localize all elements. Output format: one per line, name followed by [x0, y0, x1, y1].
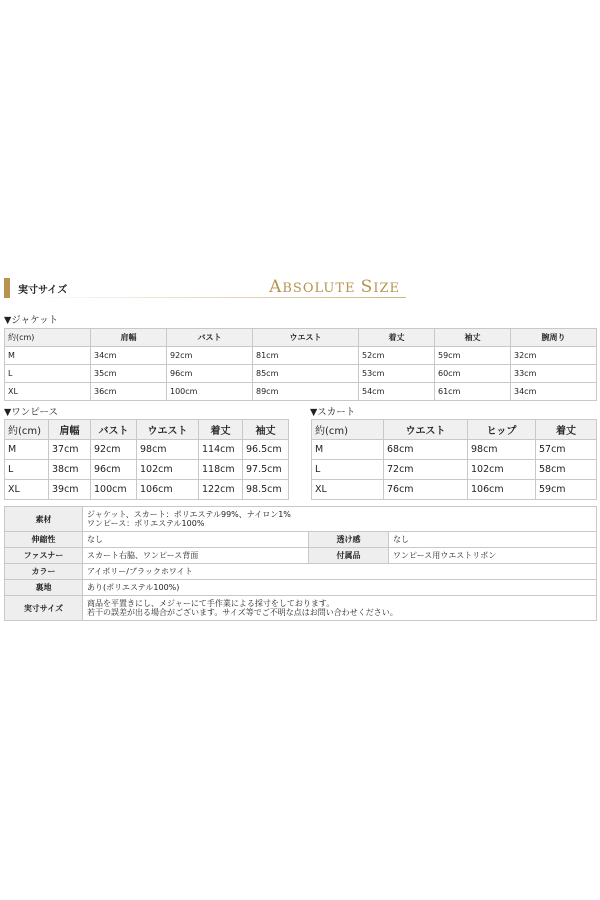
- accessory-label: 付属品: [309, 548, 389, 564]
- table-cell: 106cm: [468, 480, 536, 500]
- table-row: [312, 440, 597, 460]
- section-header: [4, 278, 596, 300]
- table-cell: M: [312, 440, 384, 460]
- column-header: 着丈: [199, 420, 243, 440]
- product-info-table: [4, 506, 597, 621]
- table-cell: 85cm: [253, 365, 359, 383]
- table-cell: 72cm: [384, 460, 468, 480]
- table-cell: 89cm: [253, 383, 359, 401]
- table-cell: 59cm: [435, 347, 511, 365]
- table-header-row: [312, 420, 597, 440]
- table-cell: XL: [5, 480, 49, 500]
- table-cell: 36cm: [91, 383, 167, 401]
- column-header: 袖丈: [435, 329, 511, 347]
- table-header-row: [5, 329, 597, 347]
- table-cell: 122cm: [199, 480, 243, 500]
- table-cell: 60cm: [435, 365, 511, 383]
- table-cell: XL: [5, 383, 91, 401]
- table-cell: 39cm: [49, 480, 91, 500]
- table-cell: M: [5, 440, 49, 460]
- table-cell: L: [5, 365, 91, 383]
- sheer-label: 透け感: [309, 532, 389, 548]
- table-row: [5, 365, 597, 383]
- table-cell: 96.5cm: [243, 440, 289, 460]
- column-header: 着丈: [536, 420, 597, 440]
- table-cell: 81cm: [253, 347, 359, 365]
- table-cell: 114cm: [199, 440, 243, 460]
- table-cell: 57cm: [536, 440, 597, 460]
- size-note-label: 実寸サイズ: [5, 596, 83, 621]
- stretch-value: なし: [83, 532, 309, 548]
- color-value: アイボリー/ブラックホワイト: [83, 564, 597, 580]
- jacket-label: ▼ジャケット: [4, 315, 59, 326]
- table-cell: 34cm: [91, 347, 167, 365]
- fastener-label: ファスナー: [5, 548, 83, 564]
- table-cell: 61cm: [435, 383, 511, 401]
- stretch-label: 伸縮性: [5, 532, 83, 548]
- table-cell: 59cm: [536, 480, 597, 500]
- material-label: 素材: [5, 507, 83, 532]
- table-cell: 102cm: [137, 460, 199, 480]
- table-cell: 34cm: [511, 383, 597, 401]
- table-cell: 58cm: [536, 460, 597, 480]
- accessory-value: ワンピース用ウエストリボン: [389, 548, 597, 564]
- info-row-color: [5, 564, 597, 580]
- table-cell: 32cm: [511, 347, 597, 365]
- column-header: 約(cm): [5, 329, 91, 347]
- lining-label: 裏地: [5, 580, 83, 596]
- table-cell: 96cm: [91, 460, 137, 480]
- table-row: [5, 383, 597, 401]
- column-header: 肩幅: [49, 420, 91, 440]
- table-cell: L: [5, 460, 49, 480]
- table-cell: 37cm: [49, 440, 91, 460]
- table-cell: 54cm: [359, 383, 435, 401]
- size-note-value: 商品を平置きにし、メジャーにて手作業による採寸をしております。 若干の誤差が出る場合がございます。サイズ等でご不明な点はお問い合わせください。: [83, 596, 597, 621]
- table-header-row: [5, 420, 289, 440]
- table-cell: 98.5cm: [243, 480, 289, 500]
- onepiece-label: ▼ワンピース: [4, 407, 58, 418]
- fastener-value: スカート右脇、ワンピース背面: [83, 548, 309, 564]
- table-cell: 106cm: [137, 480, 199, 500]
- skirt-label: ▼スカート: [310, 407, 356, 418]
- info-row-size: [5, 596, 597, 621]
- column-header: 約(cm): [5, 420, 49, 440]
- info-row-fastener: [5, 548, 597, 564]
- column-header: ウエスト: [384, 420, 468, 440]
- table-cell: 38cm: [49, 460, 91, 480]
- column-header: 腕周り: [511, 329, 597, 347]
- accent-bar: [4, 278, 10, 298]
- jacket-size-table: [4, 328, 597, 401]
- sheer-value: なし: [389, 532, 597, 548]
- table-cell: L: [312, 460, 384, 480]
- info-row-stretch: [5, 532, 597, 548]
- column-header: 肩幅: [91, 329, 167, 347]
- table-cell: 52cm: [359, 347, 435, 365]
- table-cell: 97.5cm: [243, 460, 289, 480]
- table-cell: 35cm: [91, 365, 167, 383]
- info-row-lining: [5, 580, 597, 596]
- column-header: バスト: [167, 329, 253, 347]
- table-cell: M: [5, 347, 91, 365]
- table-cell: 76cm: [384, 480, 468, 500]
- table-row: [312, 480, 597, 500]
- section-title-english: ABSOLUTE SIZE: [269, 277, 400, 297]
- skirt-size-table: [311, 419, 597, 500]
- column-header: ヒップ: [468, 420, 536, 440]
- color-label: カラー: [5, 564, 83, 580]
- table-cell: 92cm: [167, 347, 253, 365]
- table-cell: 102cm: [468, 460, 536, 480]
- table-cell: 92cm: [91, 440, 137, 460]
- table-cell: 68cm: [384, 440, 468, 460]
- lining-value: あり(ポリエステル100%): [83, 580, 597, 596]
- column-header: 約(cm): [312, 420, 384, 440]
- table-cell: 100cm: [167, 383, 253, 401]
- table-row: [5, 347, 597, 365]
- header-rule: [24, 297, 406, 298]
- table-cell: 98cm: [468, 440, 536, 460]
- material-value: ジャケット、スカート：ポリエステル99%、ナイロン1% ワンピース：ポリエステル100%: [83, 507, 597, 532]
- table-row: [5, 480, 289, 500]
- table-row: [312, 460, 597, 480]
- info-row-material: [5, 507, 597, 532]
- table-cell: 100cm: [91, 480, 137, 500]
- onepiece-size-table: [4, 419, 289, 500]
- table-cell: XL: [312, 480, 384, 500]
- column-header: ウエスト: [253, 329, 359, 347]
- table-cell: 118cm: [199, 460, 243, 480]
- table-row: [5, 460, 289, 480]
- table-row: [5, 440, 289, 460]
- table-cell: 53cm: [359, 365, 435, 383]
- column-header: 袖丈: [243, 420, 289, 440]
- table-cell: 33cm: [511, 365, 597, 383]
- section-title: 実寸サイズ: [18, 285, 68, 296]
- column-header: バスト: [91, 420, 137, 440]
- column-header: ウエスト: [137, 420, 199, 440]
- table-cell: 98cm: [137, 440, 199, 460]
- column-header: 着丈: [359, 329, 435, 347]
- table-cell: 96cm: [167, 365, 253, 383]
